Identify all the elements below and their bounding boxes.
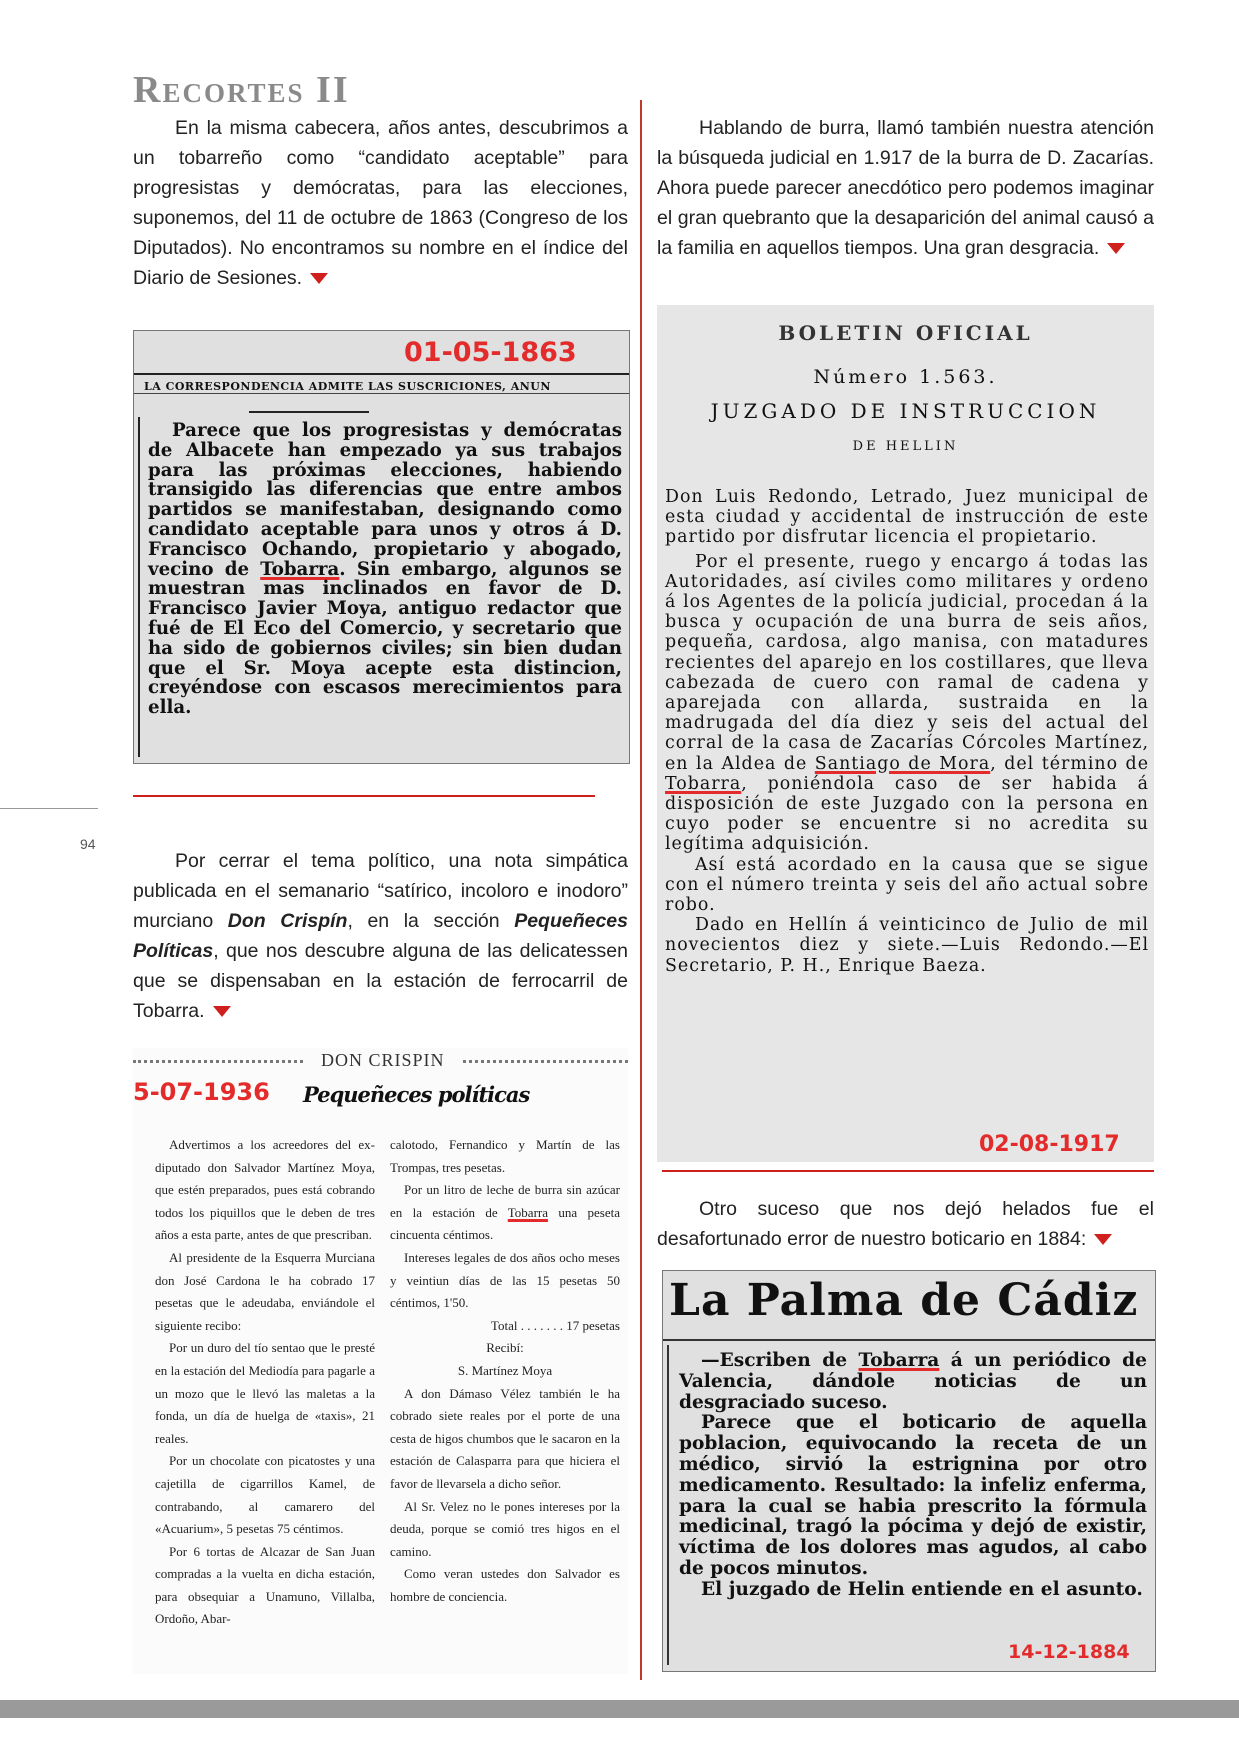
clipping-ornament bbox=[133, 1060, 303, 1063]
right-paragraph-1 bbox=[657, 113, 1154, 263]
clipping-ornament bbox=[463, 1060, 628, 1063]
highlight-santiago-de-mora: Santiago de Mora bbox=[814, 753, 991, 774]
clipping-border bbox=[138, 417, 140, 757]
section-title: Recortes II bbox=[133, 69, 350, 111]
clipping-date: 14-12-1884 bbox=[1008, 1641, 1130, 1663]
red-arrow-icon bbox=[213, 1006, 231, 1017]
red-rule bbox=[662, 1170, 1154, 1172]
red-arrow-icon bbox=[1107, 243, 1125, 254]
right-paragraph-2 bbox=[657, 1194, 1154, 1254]
clipping-masthead: La Palma de Cádiz bbox=[669, 1275, 1139, 1326]
clipping-1917 bbox=[657, 305, 1154, 1162]
page-number: 94 bbox=[80, 836, 96, 852]
right-paragraph-1-text: Hablando de burra, llamó también nuestra atención la búsqueda judicial en 1.917 de la burra de D. Zacarías. Ahora puede parecer anecdótico pero podemos imaginar el gran quebranto que la desaparición del animal causó a la familia en aquellos tiempos. Una gran desgracia. bbox=[657, 117, 1154, 259]
margin-line bbox=[0, 808, 98, 809]
clipping-rule bbox=[134, 373, 629, 375]
boletin-number: Número 1.563. bbox=[813, 366, 998, 388]
clipping-masthead: DON CRISPIN bbox=[321, 1050, 445, 1070]
left-paragraph-2: Por cerrar el tema político, una nota simpática publicada en el semanario “satírico, incoloro e inodoro” murciano Don Crispín, en la sección Pequeñeces Políticas, que nos descubre alguna de las delicatessen que se dispensaban en la estación de ferrocarril de Tobarra. bbox=[133, 850, 628, 1022]
clipping-rule bbox=[249, 411, 369, 413]
left-paragraph-1 bbox=[133, 113, 628, 293]
clipping-date: 02-08-1917 bbox=[979, 1132, 1120, 1157]
clipping-rule bbox=[663, 1339, 1155, 1341]
highlight-tobarra: Tobarra bbox=[507, 1204, 548, 1220]
red-rule bbox=[133, 795, 595, 797]
clipping-column-1: Advertimos a los acreedores del ex-diputado don Salvador Martínez Moya, que estén preparados, pues está cobrando todos los piquillos que le deben de tres años a esta parte, antes de que prescriban. Al presidente de la Esquerra Murciana don José Cardona le ha cobrado 17 pesetas que le adeudaba, enviándole el siguiente recibo: Por un duro del tío sentao que le presté en la estación del Mediodía para pagarle a un mozo que le llevó las maletas a la fonda, un día de huelga de «taxis», 21 reales. Por un chocolate con picatostes y una cajetilla de cigarrillos Kamel, de contrabando, al camarero del «Acuarium», 5 pesetas 75 céntimos. Por 6 tortas de Alcazar de San Juan compradas a la vuelta en dicha estación, para obsequiar a Unamuno, Villalba, Ordoño, Abar- bbox=[155, 1137, 375, 1627]
red-arrow-icon bbox=[310, 273, 328, 284]
footer-band bbox=[0, 1700, 1239, 1718]
boletin-body: Don Luis Redondo, Letrado, Juez municipal de esta ciudad y accidental de instrucción de este partido por disfrutar licencia el propietario. Por el presente, ruego y encargo á todas las Autoridades, así civiles como militares y ordeno á los Agentes de la policía judicial, procedan á la busca y ocupación de una burra de seis años, pequeña, cardosa, algo manisa, con matadures recientes del aparejo en los costillares, que lleva cabezada de cuero con ramal de cadena y aparejada con allarda, sustraida en la madrugada del día diez y seis del actual del corral de la casa de Zacarías Córcoles Martínez, en la Aldea de Santiago de Mora, del término de Tobarra, poniéndola caso de ser habida á disposición de este Juzgado con la persona en cuyo poder se encuentre si no acredita su legítima adquisición. Así está acordado en la causa que se sigue con el número treinta y seis del año actual sobre robo. Dado en Hellín á veinticinco de Julio de mil novecientos diez y siete.—Luis Redondo.—El Secretario, P. H., Enrique Baeza. bbox=[665, 487, 1149, 976]
boletin-title: BOLETIN OFICIAL bbox=[778, 321, 1033, 345]
clipping-1936 bbox=[133, 1048, 628, 1674]
left-paragraph-1-text: En la misma cabecera, años antes, descubrimos a un tobarreño como “candidato aceptable” para progresistas y demócratas, para las elecciones, suponemos, del 11 de octubre de 1863 (Congreso de los Diputados). No encontramos su nombre en el índice del Diario de Sesiones. bbox=[133, 117, 628, 289]
highlight-tobarra: Tobarra bbox=[665, 773, 742, 794]
clipping-date: 5-07-1936 bbox=[133, 1078, 270, 1106]
boletin-juzgado: JUZGADO DE INSTRUCCION bbox=[710, 399, 1101, 423]
right-paragraph-2-text: Otro suceso que nos dejó helados fue el desafortunado error de nuestro boticario en 1884: bbox=[657, 1198, 1154, 1250]
clipping-date: 01-05-1863 bbox=[404, 337, 577, 368]
clipping-body: Parece que los progresistas y demócratas de Albacete han empezado ya sus trabajos para las próximas elecciones, habiendo transigido las diferencias que entre ambos partidos se manifestaban, designando como candidato aceptable para unos y otros á D. Francisco Ochando, propietario y abogado, vecino de Tobarra. Sin embargo, algunos se muestran mas inclinados en favor de D. Francisco Javier Moya, antiguo redactor que fué de El Eco del Comercio, y secretario que ha sido de gobiernos civiles; sin bien dudan que el Sr. Moya acepte esta distincion, creyéndose con escasos merecimientos para ella. bbox=[148, 420, 622, 719]
clipping-column-2: calotodo, Fernandico y Martín de las Trompas, tres pesetas. Por un litro de leche de burra sin azúcar en la estación de Tobarra una peseta cincuenta céntimos. Intereses legales de dos años ocho meses y veintiun días de las 15 pesetas 50 céntimos, 1'50. Total . . . . . . . 17 pesetas Recibí: S. Martínez Moya A don Dámaso Vélez también le ha cobrado siete reales por el porte de una cesta de higos chumbos que le sacaron en la estación de Calasparra para que hiciera el favor de llevarsela a dicho señor. Al Sr. Velez no le pones intereses por la deuda, porque se comió tres higos en el camino. Como veran ustedes don Salvador es hombre de conciencia. bbox=[390, 1137, 620, 1604]
highlight-tobarra: Tobarra bbox=[260, 558, 340, 580]
clipping-header: LA CORRESPONDENCIA ADMITE LAS SUSCRICIONES, ANUN bbox=[144, 380, 551, 393]
clipping-body: —Escriben de Tobarra á un periódico de Valencia, dándole noticias de un desgraciado suceso. Parece que el boticario de aquella poblacion, equivocando la receta de un médico, sirvió la estrignina por otro medicamento. Resultado: la infeliz enferma, para la cual se habia prescrito la fórmula medicinal, tragó la pócima y dejó de existir, víctima de los dolores mas agudos, al cabo de pocos minutos. El juzgado de Helin entiende en el asunto. bbox=[679, 1350, 1147, 1600]
red-arrow-icon bbox=[1094, 1234, 1112, 1245]
clipping-1884 bbox=[662, 1270, 1156, 1672]
clipping-section-title: Pequeñeces políticas bbox=[303, 1082, 530, 1107]
highlight-tobarra: Tobarra bbox=[858, 1350, 940, 1371]
pequeneces-title: Pequeñeces Políticas bbox=[133, 910, 628, 962]
boletin-hellin: DE HELLIN bbox=[852, 439, 959, 454]
clipping-border bbox=[667, 1345, 669, 1665]
don-crispin-title: Don Crispín bbox=[227, 910, 348, 932]
clipping-1863 bbox=[133, 330, 630, 764]
clipping-rule bbox=[134, 393, 629, 394]
column-divider bbox=[640, 100, 642, 1680]
